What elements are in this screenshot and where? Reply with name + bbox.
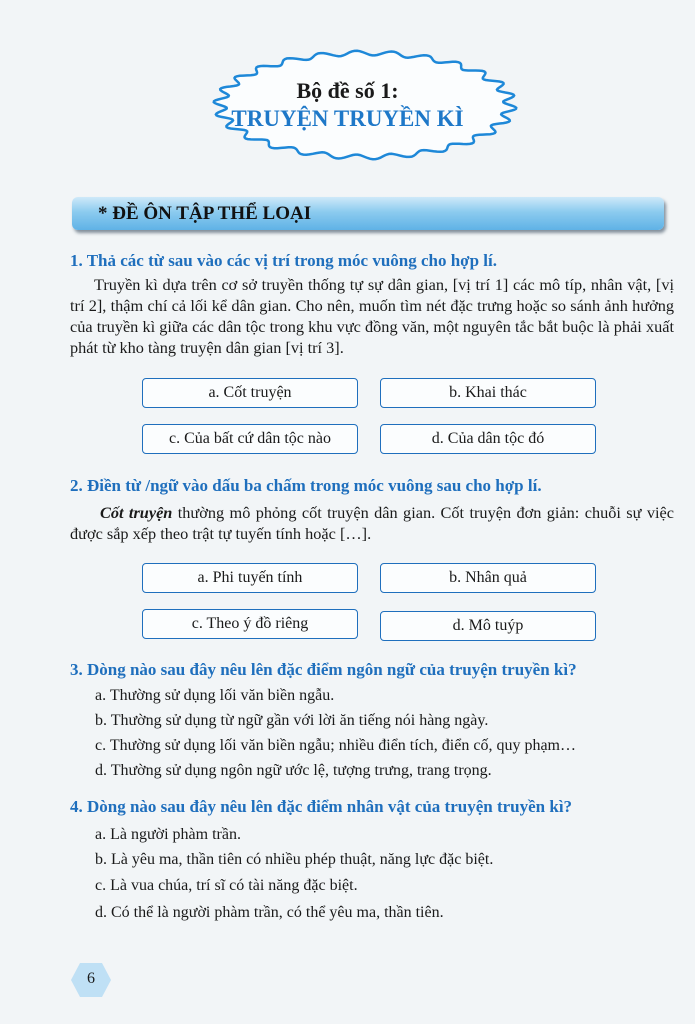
title-cloud-frame <box>210 45 520 165</box>
paragraph-text: thường mô phỏng cốt truyện dân gian. Cốt truyện đơn giản: chuỗi sự việc được sắp xếp theo trật tự tuyến tính hoặc […]. <box>70 503 674 543</box>
option-1b[interactable]: b. Khai thác <box>380 378 596 408</box>
page-number: 6 <box>87 970 95 987</box>
answer-4c[interactable]: c. Là vua chúa, trí sĩ có tài năng đặc biệt. <box>95 877 358 894</box>
answer-3d[interactable]: d. Thường sử dụng ngôn ngữ ước lệ, tượng trưng, trang trọng. <box>95 762 492 779</box>
answer-3c[interactable]: c. Thường sử dụng lối văn biền ngẫu; nhiều điển tích, điển cố, quy phạm… <box>95 737 576 754</box>
question-1-paragraph: Truyền kì dựa trên cơ sở truyền thống tự sự dân gian, [vị trí 1] các mô típ, nhân vật, [vị trí 2], thậm chí cả lối kể dân gian. Cho nên, muốn tìm nét đặc trưng hoặc so sánh ảnh hưởng của truyền kì giữa các dân tộc trong khu vực đồng văn, một nguyên tắc bắt buộc là phải xuất phát từ kho tàng truyện dân gian [vị trí 3]. <box>70 275 674 357</box>
option-2a[interactable]: a. Phi tuyến tính <box>142 563 358 593</box>
option-1d[interactable]: d. Của dân tộc đó <box>380 424 596 454</box>
answer-4b[interactable]: b. Là yêu ma, thần tiên có nhiều phép thuật, năng lực đặc biệt. <box>95 851 494 868</box>
bold-term: Cốt truyện <box>100 503 173 522</box>
page-title: TRUYỆN TRUYỀN KÌ <box>231 106 464 131</box>
question-1-heading: 1. Thả các từ sau vào các vị trí trong móc vuông cho hợp lí. <box>70 251 497 270</box>
option-1a[interactable]: a. Cốt truyện <box>142 378 358 408</box>
answer-4d[interactable]: d. Có thể là người phàm trần, có thể yêu ma, thần tiên. <box>95 904 444 921</box>
section-title: * ĐỀ ÔN TẬP THỂ LOẠI <box>98 203 312 224</box>
answer-3b[interactable]: b. Thường sử dụng từ ngữ gần với lời ăn tiếng nói hàng ngày. <box>95 712 489 729</box>
question-4-heading: 4. Dòng nào sau đây nêu lên đặc điểm nhân vật của truyện truyền kì? <box>70 797 573 816</box>
question-3-heading: 3. Dòng nào sau đây nêu lên đặc điểm ngôn ngữ của truyện truyền kì? <box>70 660 577 679</box>
set-label: Bộ đề số 1: <box>296 78 399 103</box>
question-2-heading: 2. Điền từ /ngữ vào dấu ba chấm trong móc vuông sau cho hợp lí. <box>70 476 542 495</box>
option-2b[interactable]: b. Nhân quả <box>380 563 596 593</box>
question-2-paragraph <box>70 502 674 544</box>
section-band <box>72 197 664 230</box>
answer-3a[interactable]: a. Thường sử dụng lối văn biền ngẫu. <box>95 687 335 704</box>
option-2c[interactable]: c. Theo ý đồ riêng <box>142 609 358 639</box>
answer-4a[interactable]: a. Là người phàm trần. <box>95 826 241 843</box>
option-1c[interactable]: c. Của bất cứ dân tộc nào <box>142 424 358 454</box>
option-2d[interactable]: d. Mô tuýp <box>380 611 596 641</box>
page-number-badge <box>70 962 112 998</box>
